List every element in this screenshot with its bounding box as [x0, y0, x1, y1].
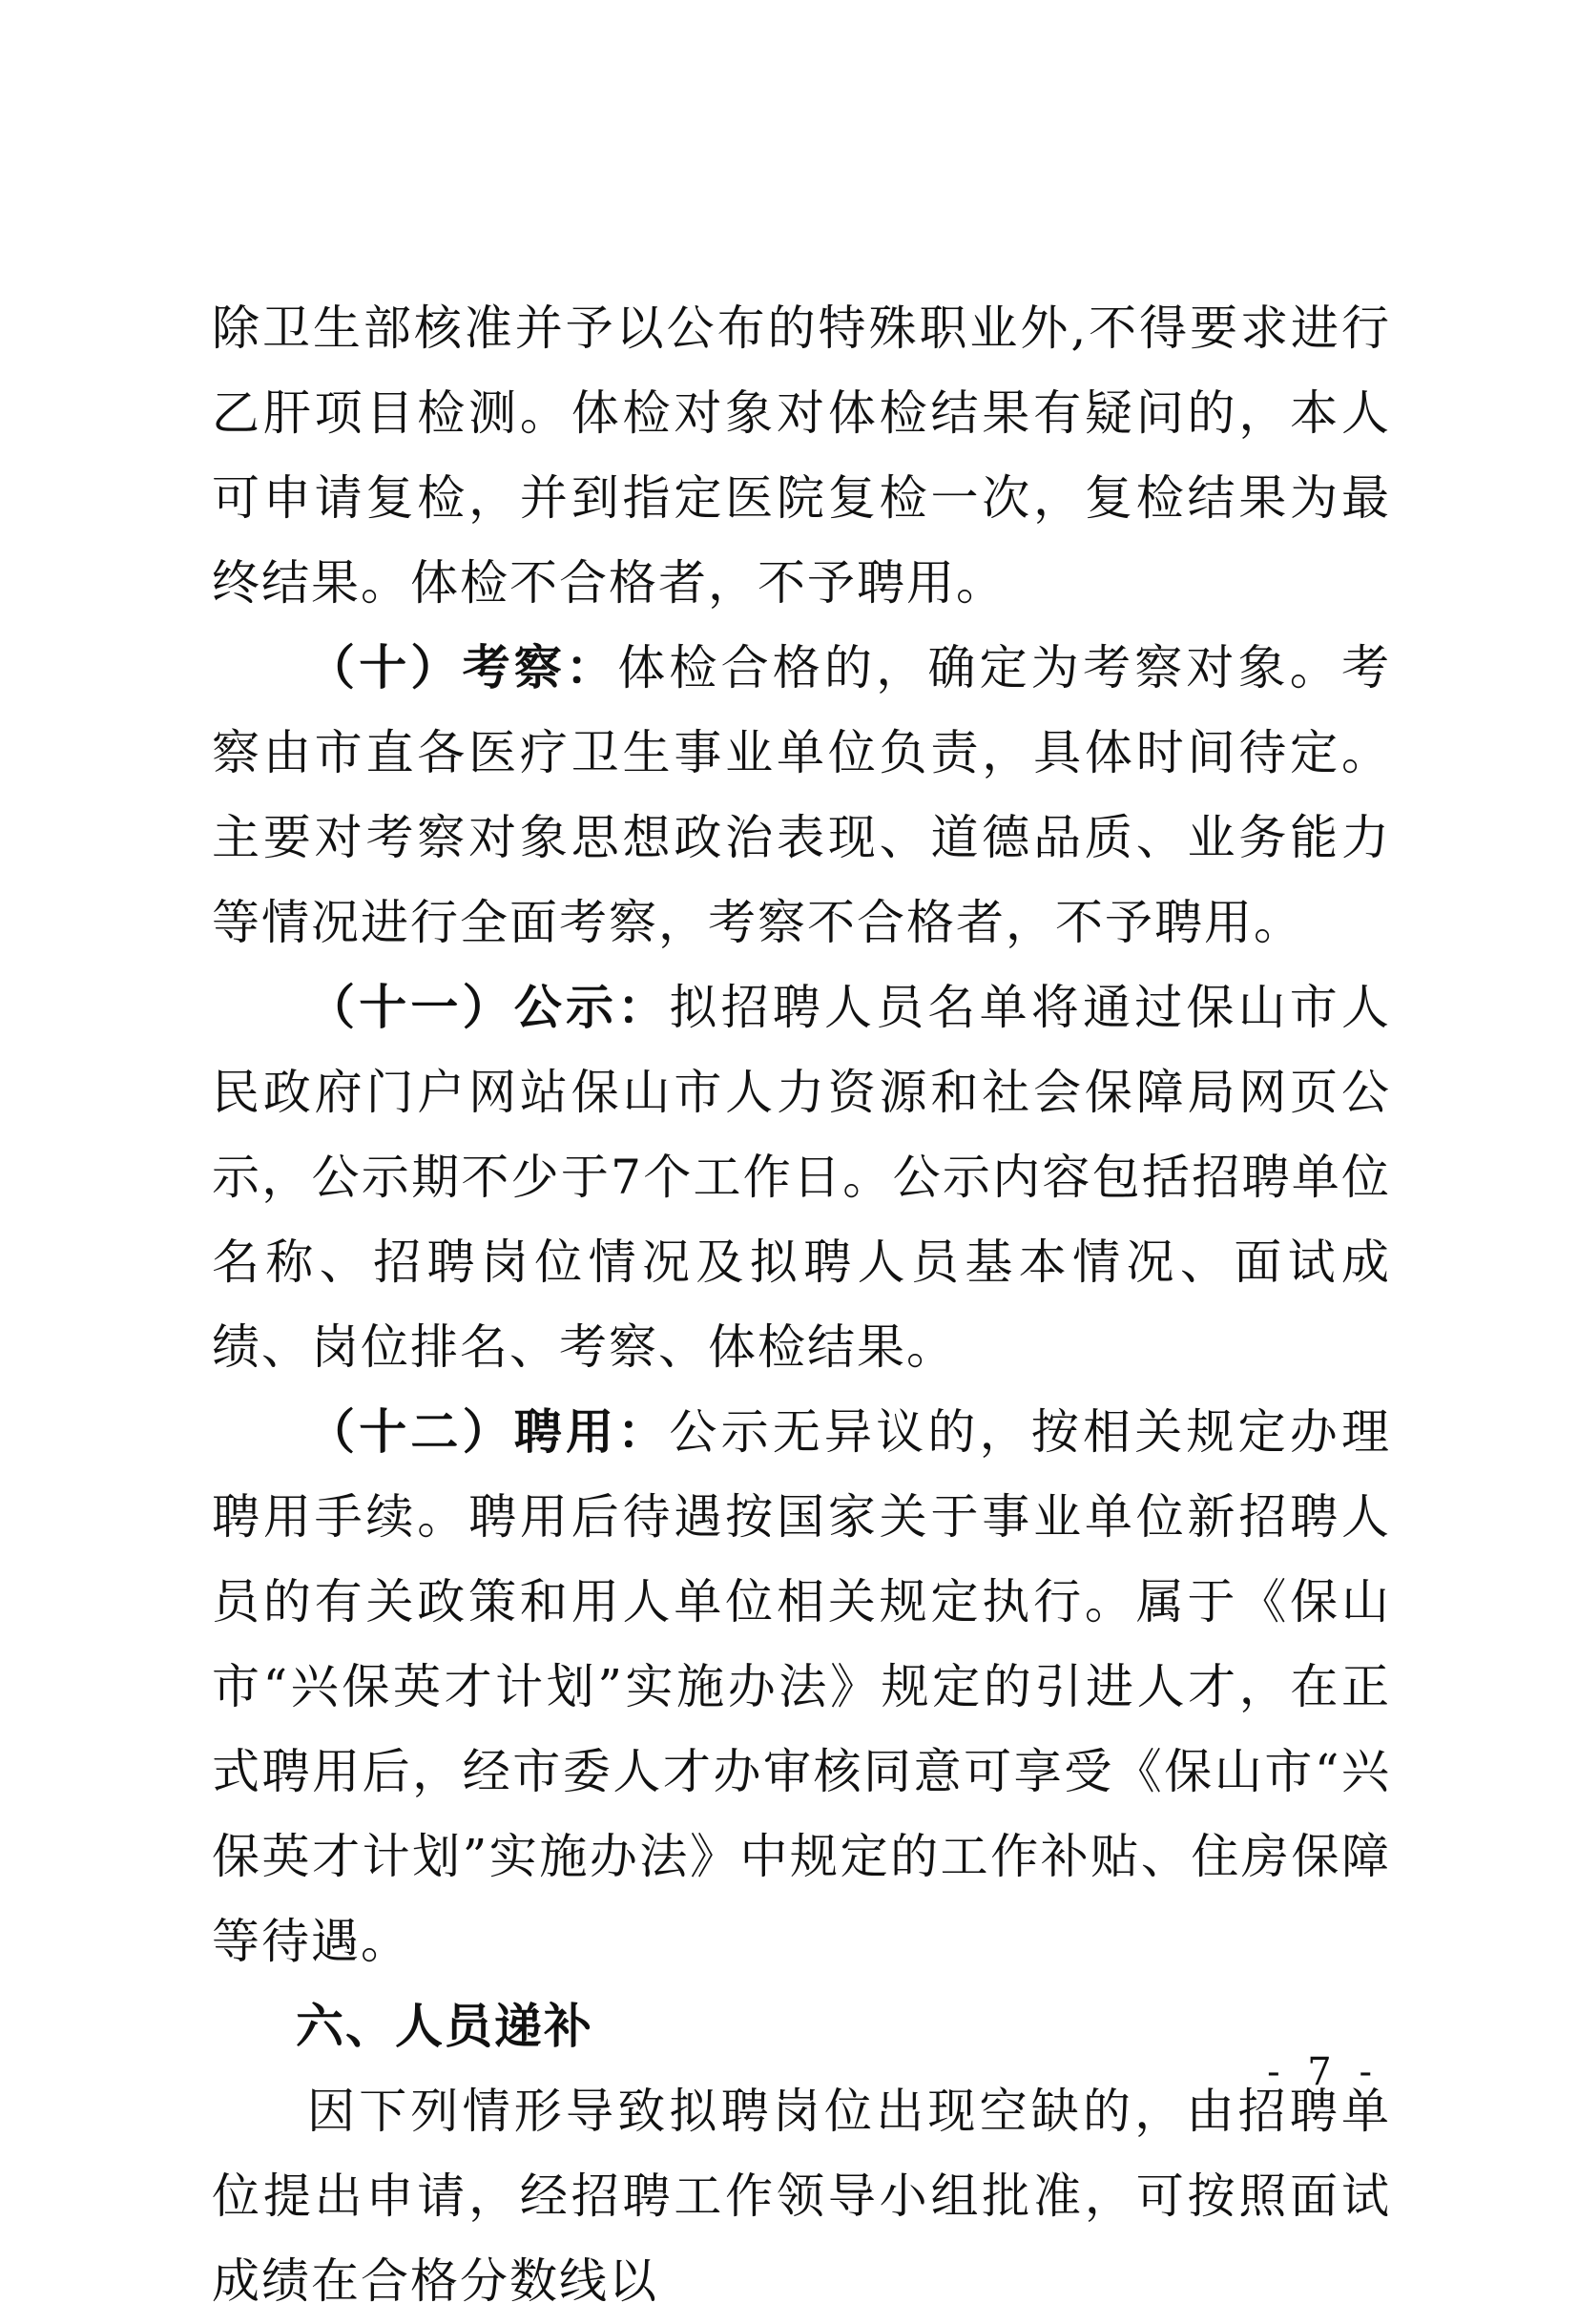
subsection-label-employment: （十二）聘用：	[307, 1404, 670, 1460]
subsection-label-publicity: （十一）公示：	[307, 980, 670, 1035]
page-number: - 7 -	[1267, 2050, 1380, 2094]
paragraph-employment-text: 公示无异议的，按相关规定办理聘用手续。聘用后待遇按国家关于事业单位新招聘人员的有关政策和用人单位相关规定执行。属于《保山市“兴保英才计划”实施办法》规定的引进人才，在正式聘用后，经市委人才办审核同意可享受《保山市“兴保英才计划”实施办法》中规定的工作补贴、住房保障等待遇。	[212, 1404, 1392, 1969]
paragraph-inspection-text: 体检合格的，确定为考察对象。考察由市直各医疗卫生事业单位负责，具体时间待定。主要对考察对象思想政治表现、道德品质、业务能力等情况进行全面考察，考察不合格者，不予聘用。	[212, 640, 1392, 950]
paragraph-publicity	[212, 965, 1391, 1390]
subsection-label-inspection: （十）考察：	[307, 640, 618, 695]
document-body	[212, 286, 1391, 2324]
paragraph-employment	[212, 1390, 1391, 1984]
paragraph-replacement: 因下列情形导致拟聘岗位出现空缺的，由招聘单位提出申请，经招聘工作领导小组批准，可按照面试成绩在合格分数线以	[212, 2084, 1391, 2309]
paragraph-publicity-text: 拟招聘人员名单将通过保山市人民政府门户网站保山市人力资源和社会保障局网页公示，公示期不少于7个工作日。公示内容包括招聘单位名称、招聘岗位情况及拟聘人员基本情况、面试成绩、岗位排名、考察、体检结果。	[212, 980, 1392, 1375]
paragraph-inspection	[212, 626, 1391, 965]
paragraph-health-check-end: 除卫生部核准并予以公布的特殊职业外,不得要求进行乙肝项目检测。体检对象对体检结果有疑问的，本人可申请复检，并到指定医院复检一次，复检结果为最终结果。体检不合格者，不予聘用。	[212, 301, 1391, 611]
section-heading-replacement: 六、人员递补	[296, 1999, 593, 2054]
